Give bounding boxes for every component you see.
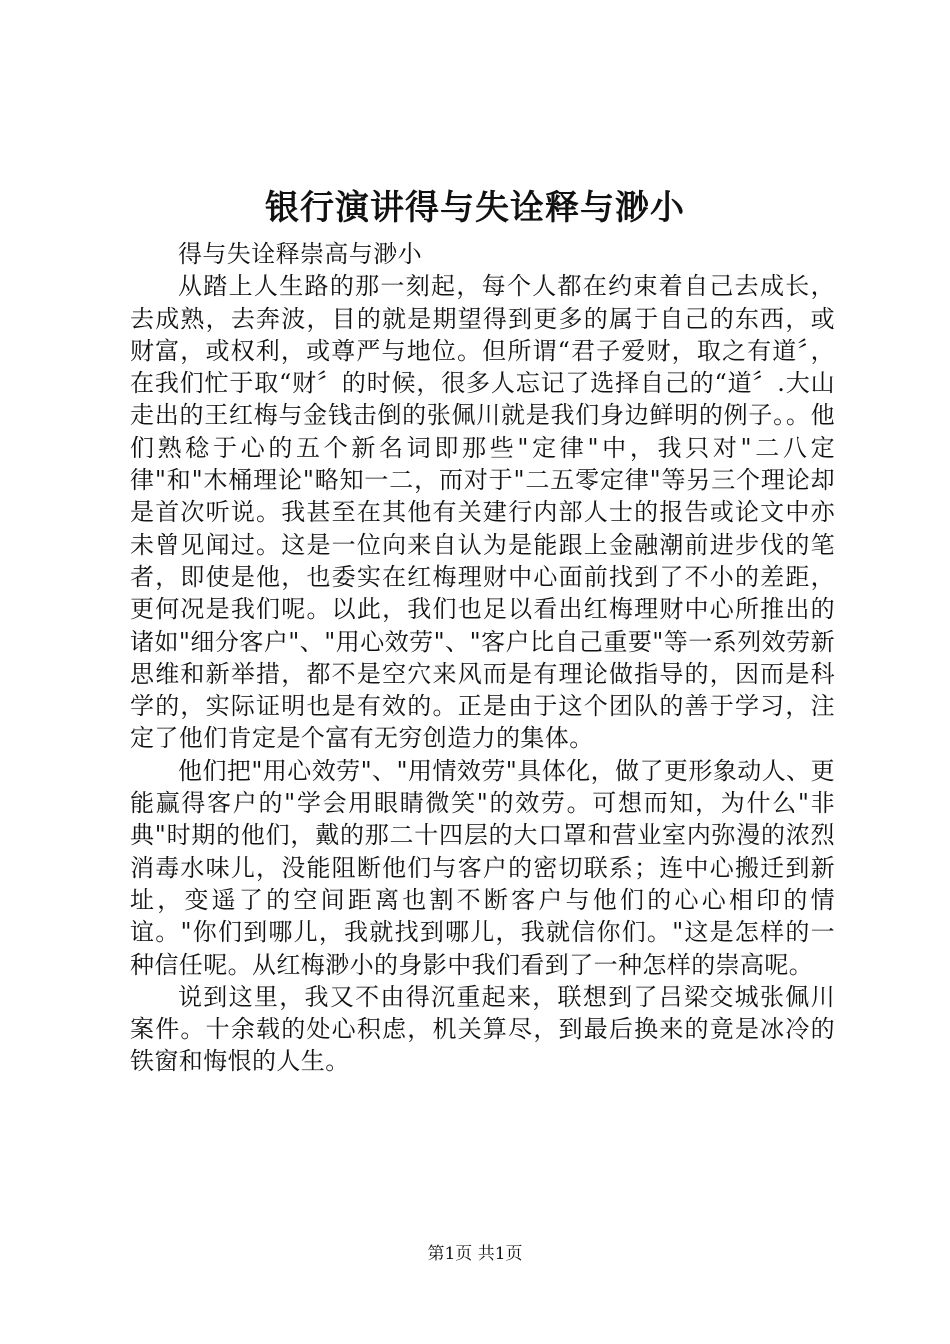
body-paragraph-2: 他们把"用心效劳"、"用情效劳"具体化，做了更形象动人、更能赢得客户的"学会用眼睛微笑"的效劳。可想而知，为什么"非典"时期的他们，戴的那二十四层的大口罩和营业室内弥漫的浓烈消毒水味儿，没能阻断他们与客户的密切联系；连中心搬迁到新址，变遥了的空间距离也割不断客户与他们的心心相印的情谊。"你们到哪儿，我就找到哪儿，我就信你们。"这是怎样的一种信任呢。从红梅渺小的身影中我们看到了一种怎样的崇高呢。 <box>130 756 835 979</box>
document-body <box>130 238 835 1078</box>
body-paragraph-1: 从踏上人生路的那一刻起，每个人都在约束着自己去成长，去成熟，去奔波，目的就是期望得到更多的属于自己的东西，或财富，或权利，或尊严与地位。但所谓“君子爱财，取之有道〞，在我们忙于取“财〞的时候，很多人忘记了选择自己的“道〞.大山走出的王红梅与金钱击倒的张佩川就是我们身边鲜明的例子。。他们熟稔于心的五个新名词即那些"定律"中，我只对"二八定律"和"木桶理论"略知一二，而对于"二五零定律"等另三个理论却是首次听说。我甚至在其他有关建行内部人士的报告或论文中亦未曾见闻过。这是一位向来自认为是能跟上金融潮前进步伐的笔者，即使是他，也委实在红梅理财中心面前找到了不小的差距，更何况是我们呢。以此，我们也足以看出红梅理财中心所推出的诸如"细分客户"、"用心效劳"、"客户比自己重要"等一系列效劳新思维和新举措，都不是空穴来风而是有理论做指导的，因而是科学的，实际证明也是有效的。正是由于这个团队的善于学习，注定了他们肯定是个富有无穷创造力的集体。 <box>130 272 835 753</box>
body-paragraph-3: 说到这里，我又不由得沉重起来，联想到了吕梁交城张佩川案件。十余载的处心积虑，机关算尽，到最后换来的竟是冰冷的铁窗和悔恨的人生。 <box>130 982 835 1076</box>
subtitle-paragraph: 得与失诠释崇高与渺小 <box>178 240 422 268</box>
document-title: 银行演讲得与失诠释与渺小 <box>265 188 685 228</box>
page-footer: 第1页 共1页 <box>427 1244 523 1264</box>
